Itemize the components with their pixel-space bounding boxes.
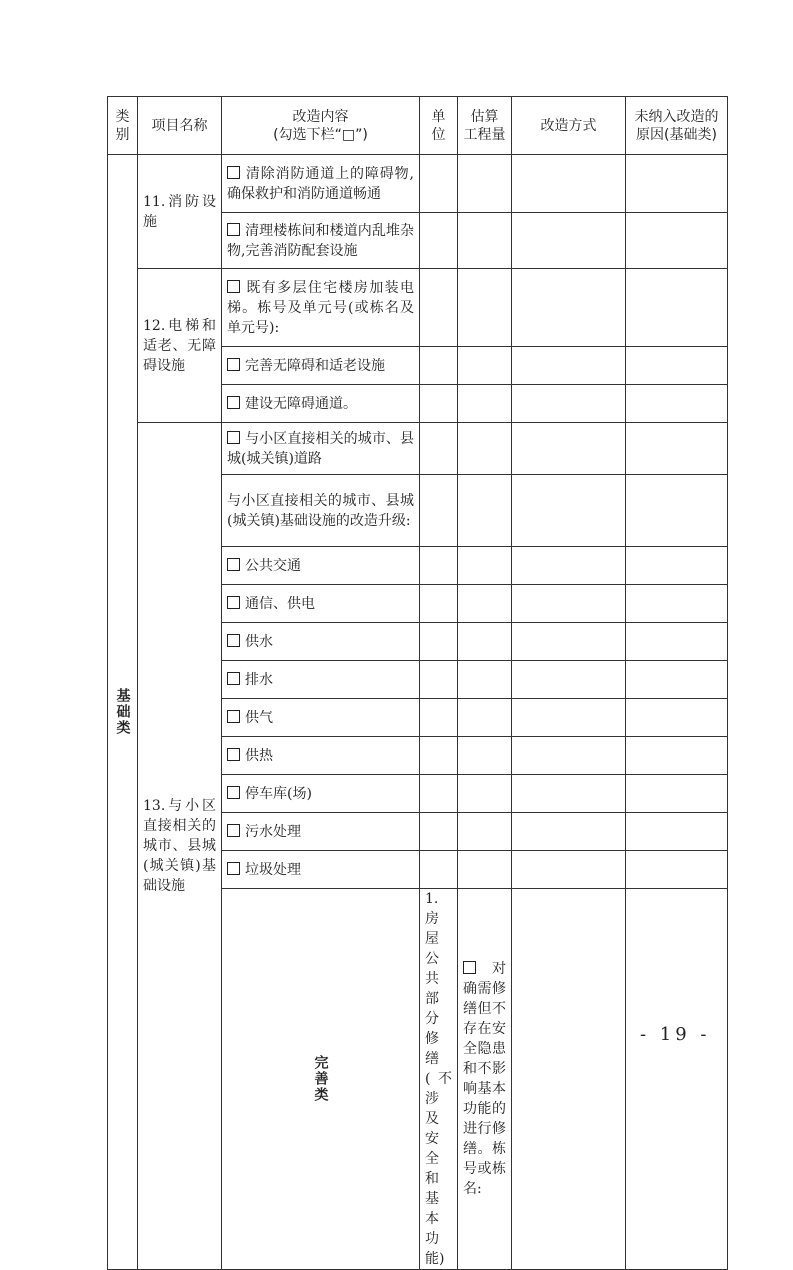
item-11a[interactable] [222, 155, 420, 213]
item-text: 污水处理 [245, 823, 301, 840]
item-text: 建设无障碍通道。 [245, 395, 357, 412]
reason-cell[interactable] [626, 423, 728, 475]
unit-cell[interactable] [420, 213, 458, 269]
method-cell[interactable] [512, 423, 626, 475]
reason-cell[interactable] [626, 737, 728, 775]
item-13h[interactable] [222, 737, 420, 775]
method-cell[interactable] [512, 585, 626, 623]
method-cell[interactable] [512, 775, 626, 813]
item-13f[interactable] [222, 661, 420, 699]
checkbox[interactable] [227, 710, 240, 723]
method-cell[interactable] [512, 813, 626, 851]
item-11b[interactable] [222, 213, 420, 269]
checkbox[interactable] [227, 431, 240, 444]
item-12b[interactable] [222, 347, 420, 385]
unit-cell[interactable] [420, 475, 458, 547]
method-cell[interactable] [512, 385, 626, 423]
item-13a[interactable] [222, 423, 420, 475]
checkbox[interactable] [227, 748, 240, 761]
checkbox[interactable] [227, 358, 240, 371]
checkbox[interactable] [227, 634, 240, 647]
estimate-cell[interactable] [458, 585, 512, 623]
checkbox[interactable] [227, 786, 240, 799]
renovation-table-wrapper [107, 96, 727, 1270]
method-cell[interactable] [512, 155, 626, 213]
item-text: 公共交通 [245, 557, 301, 574]
category-basic: 基础类 [108, 155, 138, 1270]
project-1: 1.房屋公共部分修缮(不涉及安全和基本功能) [420, 889, 458, 1270]
estimate-cell[interactable] [458, 737, 512, 775]
item-12a[interactable] [222, 269, 420, 347]
item-text: 供热 [245, 747, 273, 764]
header-content-line2: (勾选下栏“□”) [273, 126, 368, 143]
item-13c[interactable] [222, 547, 420, 585]
header-project: 项目名称 [138, 97, 222, 155]
item-13b: 与小区直接相关的城市、县城(城关镇)基础设施的改造升级: [222, 475, 420, 547]
reason-cell[interactable] [626, 851, 728, 889]
item-text: 清除消防通道上的障碍物,确保救护和消防通道畅通 [227, 165, 414, 202]
unit-cell[interactable] [420, 155, 458, 213]
reason-cell[interactable] [626, 155, 728, 213]
checkbox[interactable] [227, 596, 240, 609]
unit-cell[interactable] [512, 889, 626, 1270]
item-text: 停车库(场) [245, 785, 312, 802]
table-row [108, 269, 728, 347]
estimate-cell[interactable] [458, 423, 512, 475]
renovation-table [107, 96, 728, 1270]
checkbox[interactable] [227, 280, 240, 293]
unit-cell[interactable] [420, 775, 458, 813]
header-row [108, 97, 728, 155]
unit-cell[interactable] [420, 661, 458, 699]
estimate-cell[interactable] [458, 775, 512, 813]
item-text: 完善无障碍和适老设施 [245, 357, 385, 374]
checkbox[interactable] [463, 961, 476, 974]
project-11: 11.消防设施 [138, 155, 222, 269]
estimate-cell[interactable] [458, 699, 512, 737]
item-13j[interactable] [222, 813, 420, 851]
item-text: 通信、供电 [245, 595, 315, 612]
unit-cell[interactable] [420, 347, 458, 385]
header-content-line1: 改造内容 [292, 108, 349, 125]
reason-cell[interactable] [626, 213, 728, 269]
item-13g[interactable] [222, 699, 420, 737]
header-unit: 单位 [420, 97, 458, 155]
unit-cell[interactable] [420, 547, 458, 585]
item-text: 对确需修缮但不存在安全隐患和不影响基本功能的进行修缮。栋号或栋名: [463, 961, 506, 1197]
item-text: 排水 [245, 671, 273, 688]
estimate-cell[interactable] [458, 661, 512, 699]
unit-cell[interactable] [420, 623, 458, 661]
table-row [108, 155, 728, 213]
category-improve: 完善类 [222, 889, 420, 1270]
item-text: 供气 [245, 709, 273, 726]
header-reason-line2: 原因(基础类) [636, 126, 717, 143]
method-cell[interactable] [512, 547, 626, 585]
item-13i[interactable] [222, 775, 420, 813]
reason-cell[interactable] [626, 623, 728, 661]
item-13d[interactable] [222, 585, 420, 623]
method-cell[interactable] [512, 661, 626, 699]
item-text: 既有多层住宅楼房加装电梯。栋号及单元号(或栋名及单元号): [227, 279, 414, 336]
table-row [108, 423, 728, 475]
method-cell[interactable] [512, 737, 626, 775]
estimate-cell[interactable] [458, 385, 512, 423]
estimate-cell[interactable] [458, 213, 512, 269]
item-text: 与小区直接相关的城市、县城(城关镇)道路 [227, 430, 414, 467]
header-method: 改造方式 [512, 97, 626, 155]
reason-cell[interactable] [626, 385, 728, 423]
estimate-cell[interactable] [458, 547, 512, 585]
item-13k[interactable] [222, 851, 420, 889]
project-12: 12.电梯和适老、无障碍设施 [138, 269, 222, 423]
header-reason [626, 97, 728, 155]
reason-cell[interactable] [626, 775, 728, 813]
reason-cell[interactable] [626, 585, 728, 623]
unit-cell[interactable] [420, 699, 458, 737]
checkbox[interactable] [227, 223, 240, 236]
item-text: 供水 [245, 633, 273, 650]
method-cell[interactable] [512, 347, 626, 385]
method-cell[interactable] [512, 269, 626, 347]
unit-cell[interactable] [420, 737, 458, 775]
item-12c[interactable] [222, 385, 420, 423]
header-reason-line1: 未纳入改造的 [634, 108, 719, 125]
method-cell[interactable] [512, 213, 626, 269]
page-number: - 19 - [640, 1024, 711, 1045]
reason-cell[interactable] [626, 547, 728, 585]
header-content [222, 97, 420, 155]
estimate-cell[interactable] [458, 813, 512, 851]
checkbox[interactable] [227, 558, 240, 571]
project-13: 13.与小区直接相关的城市、县城(城关镇)基础设施 [138, 423, 222, 1270]
unit-cell[interactable] [420, 813, 458, 851]
unit-cell[interactable] [420, 423, 458, 475]
method-cell[interactable] [512, 851, 626, 889]
estimate-cell[interactable] [458, 851, 512, 889]
estimate-cell[interactable] [458, 475, 512, 547]
header-estimate [458, 97, 512, 155]
reason-cell[interactable] [626, 475, 728, 547]
reason-cell[interactable] [626, 813, 728, 851]
unit-cell[interactable] [420, 585, 458, 623]
header-estimate-line2: 工程量 [463, 126, 506, 143]
estimate-cell[interactable] [626, 889, 728, 1270]
unit-cell[interactable] [420, 851, 458, 889]
checkbox[interactable] [227, 166, 240, 179]
reason-cell[interactable] [626, 661, 728, 699]
item-text: 垃圾处理 [245, 861, 301, 878]
checkbox[interactable] [227, 824, 240, 837]
checkbox[interactable] [227, 396, 240, 409]
item-13e[interactable] [222, 623, 420, 661]
estimate-cell[interactable] [458, 155, 512, 213]
reason-cell[interactable] [626, 269, 728, 347]
unit-cell[interactable] [420, 269, 458, 347]
unit-cell[interactable] [420, 385, 458, 423]
checkbox[interactable] [227, 862, 240, 875]
reason-cell[interactable] [626, 699, 728, 737]
header-category: 类别 [108, 97, 138, 155]
estimate-cell[interactable] [458, 347, 512, 385]
method-cell[interactable] [512, 699, 626, 737]
item-1a[interactable] [458, 889, 512, 1270]
header-estimate-line1: 估算 [470, 108, 499, 125]
estimate-cell[interactable] [458, 623, 512, 661]
checkbox[interactable] [227, 672, 240, 685]
method-cell[interactable] [512, 623, 626, 661]
item-text: 清理楼栋间和楼道内乱堆杂物,完善消防配套设施 [227, 222, 414, 259]
reason-cell[interactable] [626, 347, 728, 385]
method-cell[interactable] [512, 475, 626, 547]
estimate-cell[interactable] [458, 269, 512, 347]
